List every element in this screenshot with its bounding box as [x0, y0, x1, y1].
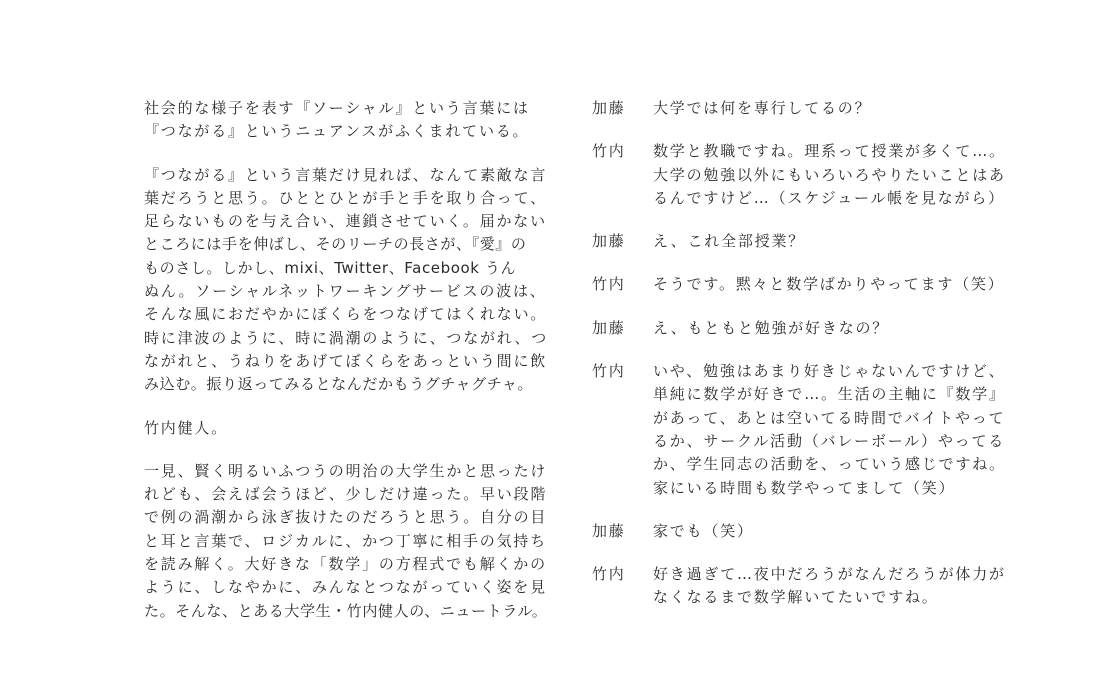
essay-paragraph: [144, 164, 574, 397]
text-line: ぬん。ソーシャルネットワーキングサービスの波は、: [144, 282, 547, 301]
text-line: を読み解く。大好きな「数学」の方程式でも解くかの: [144, 555, 547, 574]
dialogue-line: そうです。黙々と数学ばかりやってます（笑）: [653, 275, 1005, 294]
speaker-name: 加藤: [592, 521, 626, 540]
text-line: ように、しなやかに、みんなとつながっていく姿を見: [144, 578, 547, 597]
text-line: と耳と言葉で、ロジカルに、かつ丁寧に相手の気持ち: [144, 531, 547, 550]
dialogue-line: 好き過ぎて…夜中だろうがなんだろうが体力が: [653, 565, 1006, 584]
text-line: 竹内健人。: [144, 418, 229, 437]
text-line: で例の渦潮から泳ぎ抜けたのだろうと思う。自分の目: [144, 508, 548, 527]
dialogue-block: [592, 230, 1062, 253]
interview-column: [592, 97, 1062, 630]
speaker-name: 加藤: [592, 99, 626, 117]
dialogue-line: え、これ全部授業？: [653, 232, 806, 251]
speaker-name: 竹内: [592, 275, 626, 294]
dialogue-line: 数学と教職ですね。理系って授業が多くて…。: [653, 142, 1006, 161]
text-line: ものさし。しかし、mixi、Twitter、Facebook うん: [144, 258, 517, 277]
essay-column: [144, 97, 574, 643]
speaker-name: 加藤: [592, 232, 626, 251]
dialogue-line: 単純に数学が好きで…。生活の主軸に『数学』: [653, 385, 1006, 404]
speech-text: [653, 317, 1062, 340]
essay-paragraph: [144, 417, 574, 440]
speech-text: [653, 230, 1062, 253]
speech-text: [653, 563, 1062, 610]
dialogue-line: があって、あとは空いてる時間でバイトやって: [653, 408, 1006, 427]
text-line: 一見、賢く明るいふつうの明治の大学生かと思ったけ: [144, 461, 548, 480]
text-line: 社会的な様子を表す『ソーシャル』という言葉には: [144, 99, 530, 117]
dialogue-line: 家にいる時間も数学やってまして（笑）: [653, 478, 956, 497]
dialogue-line: るか、サークル活動（バレーボール）やってる: [653, 431, 1006, 450]
speech-text: [653, 520, 1062, 543]
speech-text: [653, 97, 1062, 120]
dialogue-block: [592, 317, 1062, 340]
text-line: 『つながる』という言葉だけ見れば、なんて素敵な言: [144, 165, 548, 184]
speaker-name: 竹内: [592, 142, 626, 161]
dialogue-line: か、学生同志の活動を、っていう感じですね。: [653, 455, 1006, 474]
essay-paragraph: [144, 460, 574, 623]
text-line: 『つながる』というニュアンスがふくまれている。: [144, 122, 530, 141]
speech-text: [653, 140, 1062, 210]
dialogue-line: なくなるまで数学解いてたいですね。: [653, 588, 939, 607]
dialogue-block: [592, 97, 1062, 120]
speaker-name: 竹内: [592, 362, 626, 381]
text-line: み込む。振り返ってみるとなんだかもうグチャグチャ。: [144, 375, 534, 394]
text-line: 足らないものを与え合い、連鎖させていく。届かない: [144, 212, 547, 231]
speaker-name: 加藤: [592, 318, 626, 337]
dialogue-line: え、もともと勉強が好きなの？: [653, 318, 890, 337]
dialogue-block: [592, 140, 1062, 210]
text-line: 時に津波のように、時に渦潮のように、つながれ、つ: [144, 328, 549, 347]
dialogue-line: いや、勉強はあまり好きじゃないんですけど、: [653, 362, 1006, 381]
dialogue-block: [592, 273, 1062, 296]
text-line: そんな風におだやかにぼくらをつなげてはくれない。: [144, 305, 548, 324]
dialogue-line: 家でも（笑）: [653, 521, 754, 540]
text-line: た。そんな、とある大学生・竹内健人の、ニュートラル。: [144, 601, 548, 620]
text-line: れども、会えば会うほど、少しだけ違った。早い段階: [144, 485, 548, 504]
dialogue-line: るんですけど…（スケジュール帳を見ながら）: [653, 188, 1005, 207]
text-line: ところには手を伸ばし、そのリーチの長さが、『愛』の: [144, 235, 527, 254]
speech-text: [653, 273, 1062, 296]
dialogue-block: [592, 360, 1062, 500]
essay-paragraph: [144, 97, 574, 144]
text-line: 葉だろうと思う。ひととひとが手と手を取り合って、: [144, 188, 547, 207]
dialogue-line: 大学では何を専行してるの？: [653, 99, 872, 117]
dialogue-block: [592, 563, 1062, 610]
text-line: ながれと、うねりをあげてぼくらをあっという間に飲: [144, 351, 548, 370]
dialogue-line: 大学の勉強以外にもいろいろやりたいことはあ: [653, 165, 1006, 184]
speaker-name: 竹内: [592, 565, 626, 584]
speech-text: [653, 360, 1062, 500]
dialogue-block: [592, 520, 1062, 543]
